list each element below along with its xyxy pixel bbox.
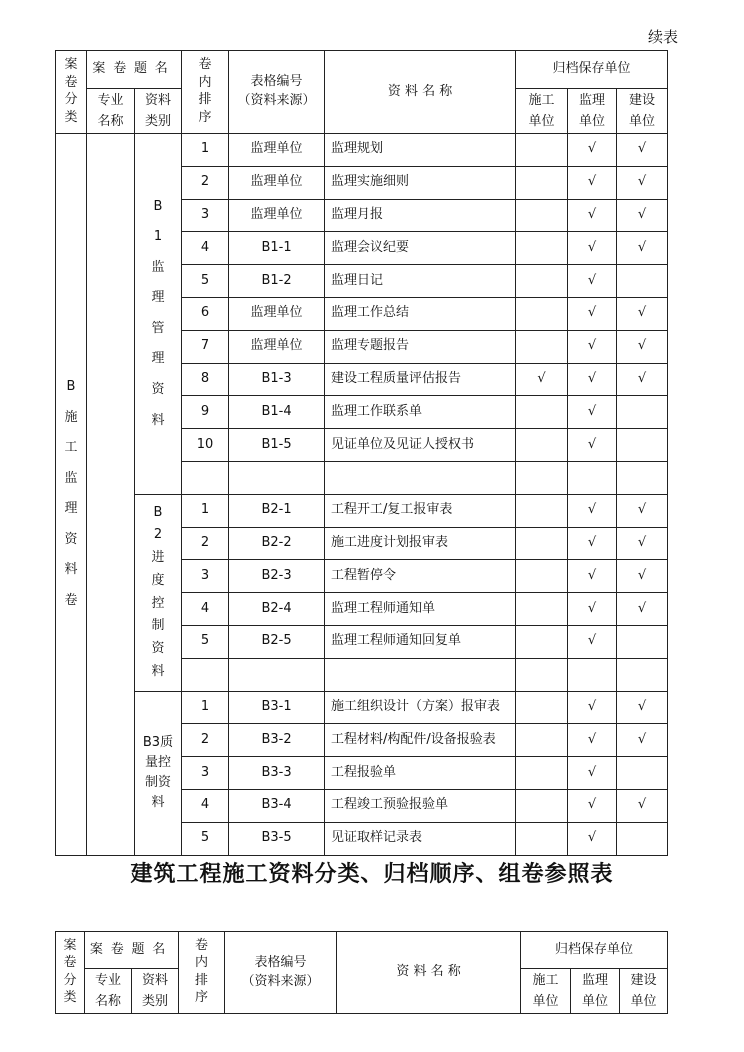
owner-unit-check: √ <box>617 691 668 724</box>
header-form-source: （资料来源） <box>237 93 316 108</box>
repeat-header-archive-units: 归档保存单位 <box>521 932 668 969</box>
order-cell: 1 <box>182 691 229 724</box>
repeat-header-form-number-label: 表格编号 <box>254 954 307 970</box>
owner-unit-check: √ <box>617 134 668 167</box>
order-cell: 5 <box>182 265 229 298</box>
form-code-cell: B2-2 <box>229 527 325 560</box>
supervision-unit-check: √ <box>568 166 617 199</box>
order-cell: 2 <box>182 724 229 757</box>
owner-unit-check <box>617 757 668 790</box>
specialty-cell <box>87 134 135 856</box>
owner-unit-check: √ <box>617 363 668 396</box>
page-title: 建筑工程施工资料分类、归档顺序、组卷参照表 <box>130 862 614 887</box>
header-table-repeat <box>55 931 668 1014</box>
construction-unit-check <box>516 134 568 167</box>
owner-unit-check: √ <box>617 789 668 822</box>
owner-unit-check: √ <box>617 297 668 330</box>
header-category: 案卷分类 <box>56 51 87 134</box>
owner-unit-check <box>617 265 668 298</box>
table-row <box>56 691 668 724</box>
material-name-cell <box>325 461 516 494</box>
supervision-unit-check: √ <box>568 494 617 527</box>
form-code-cell: B1-5 <box>229 429 325 462</box>
construction-unit-check <box>516 461 568 494</box>
table-row <box>56 134 668 167</box>
order-cell: 4 <box>182 789 229 822</box>
construction-unit-check: √ <box>516 363 568 396</box>
construction-unit-check <box>516 330 568 363</box>
form-code-cell: 监理单位 <box>229 297 325 330</box>
construction-unit-check <box>516 560 568 593</box>
header-material-category: 资料类别 <box>135 89 182 134</box>
header-archive-units: 归档保存单位 <box>516 51 668 89</box>
order-cell: 4 <box>182 593 229 626</box>
form-code-cell: B1-1 <box>229 232 325 265</box>
order-cell: 2 <box>182 166 229 199</box>
material-name-cell: 监理专题报告 <box>325 330 516 363</box>
supervision-unit-check: √ <box>568 134 617 167</box>
owner-unit-check <box>617 461 668 494</box>
header-specialty-name: 专业名称 <box>87 89 135 134</box>
construction-unit-check <box>516 199 568 232</box>
order-cell: 2 <box>182 527 229 560</box>
owner-unit-check: √ <box>617 593 668 626</box>
material-name-cell <box>325 658 516 691</box>
repeat-header-specialty-name: 专业名称 <box>85 969 132 1014</box>
order-cell: 9 <box>182 396 229 429</box>
construction-unit-check <box>516 265 568 298</box>
form-code-cell: B1-2 <box>229 265 325 298</box>
repeat-header-material-category: 资料类别 <box>132 969 179 1014</box>
owner-unit-check <box>617 429 668 462</box>
repeat-header-owner-unit: 建设单位 <box>620 969 668 1014</box>
construction-unit-check <box>516 297 568 330</box>
repeat-header-material-name: 资 料 名 称 <box>337 932 521 1014</box>
owner-unit-check: √ <box>617 527 668 560</box>
material-name-cell: 监理实施细则 <box>325 166 516 199</box>
construction-unit-check <box>516 691 568 724</box>
supervision-unit-check: √ <box>568 527 617 560</box>
header-construction-unit: 施工单位 <box>516 89 568 134</box>
header-order: 卷内排序 <box>182 51 229 134</box>
material-name-cell: 监理日记 <box>325 265 516 298</box>
order-cell: 4 <box>182 232 229 265</box>
material-name-cell: 施工组织设计（方案）报审表 <box>325 691 516 724</box>
order-cell: 5 <box>182 625 229 658</box>
construction-unit-check <box>516 625 568 658</box>
form-code-cell: B2-1 <box>229 494 325 527</box>
order-cell: 10 <box>182 429 229 462</box>
material-name-cell: 工程报验单 <box>325 757 516 790</box>
supervision-unit-check: √ <box>568 560 617 593</box>
owner-unit-check: √ <box>617 494 668 527</box>
material-name-cell: 建设工程质量评估报告 <box>325 363 516 396</box>
supervision-unit-check: √ <box>568 757 617 790</box>
form-code-cell <box>229 658 325 691</box>
form-code-cell: B3-1 <box>229 691 325 724</box>
construction-unit-check <box>516 429 568 462</box>
construction-unit-check <box>516 658 568 691</box>
construction-unit-check <box>516 789 568 822</box>
group-label-cell: B1监理管理资料 <box>135 134 182 495</box>
form-code-cell: B3-4 <box>229 789 325 822</box>
supervision-unit-check: √ <box>568 625 617 658</box>
order-cell: 8 <box>182 363 229 396</box>
order-cell: 3 <box>182 199 229 232</box>
supervision-unit-check: √ <box>568 330 617 363</box>
material-name-cell: 监理工程师通知单 <box>325 593 516 626</box>
material-name-cell: 施工进度计划报审表 <box>325 527 516 560</box>
construction-unit-check <box>516 593 568 626</box>
order-cell <box>182 658 229 691</box>
material-name-cell: 监理工作总结 <box>325 297 516 330</box>
supervision-unit-check: √ <box>568 297 617 330</box>
construction-unit-check <box>516 232 568 265</box>
material-name-cell: 监理月报 <box>325 199 516 232</box>
owner-unit-check <box>617 658 668 691</box>
form-code-cell: B2-5 <box>229 625 325 658</box>
repeat-header-volume-title: 案卷题名 <box>85 932 179 969</box>
order-cell: 5 <box>182 822 229 855</box>
repeat-header-form-source: （资料来源） <box>241 973 320 989</box>
material-name-cell: 监理规划 <box>325 134 516 167</box>
group-label-cell: B2进度控制资料 <box>135 494 182 691</box>
construction-unit-check <box>516 757 568 790</box>
repeat-header-form-number <box>225 932 337 1014</box>
construction-unit-check <box>516 396 568 429</box>
repeat-header-construction-unit: 施工单位 <box>521 969 571 1014</box>
supervision-unit-check: √ <box>568 363 617 396</box>
material-name-cell: 工程开工/复工报审表 <box>325 494 516 527</box>
supervision-unit-check: √ <box>568 265 617 298</box>
form-code-cell: 监理单位 <box>229 166 325 199</box>
form-code-cell: B1-4 <box>229 396 325 429</box>
order-cell: 7 <box>182 330 229 363</box>
order-cell: 1 <box>182 494 229 527</box>
supervision-unit-check: √ <box>568 724 617 757</box>
owner-unit-check: √ <box>617 232 668 265</box>
repeat-header-category: 案卷分类 <box>56 932 85 1014</box>
table-row <box>56 494 668 527</box>
category-cell: B施工监理资料卷 <box>56 134 87 856</box>
owner-unit-check: √ <box>617 199 668 232</box>
form-code-cell: 监理单位 <box>229 330 325 363</box>
form-code-cell: B3-3 <box>229 757 325 790</box>
owner-unit-check: √ <box>617 724 668 757</box>
supervision-unit-check: √ <box>568 396 617 429</box>
construction-unit-check <box>516 822 568 855</box>
material-name-cell: 见证单位及见证人授权书 <box>325 429 516 462</box>
owner-unit-check <box>617 396 668 429</box>
header-volume-title: 案卷题名 <box>87 51 182 89</box>
header-supervision-unit: 监理单位 <box>568 89 617 134</box>
supervision-unit-check <box>568 461 617 494</box>
owner-unit-check <box>617 822 668 855</box>
construction-unit-check <box>516 724 568 757</box>
material-name-cell: 工程暂停令 <box>325 560 516 593</box>
form-code-cell: 监理单位 <box>229 199 325 232</box>
material-name-cell: 监理会议纪要 <box>325 232 516 265</box>
header-form-number <box>229 51 325 134</box>
supervision-unit-check: √ <box>568 691 617 724</box>
header-form-number-label: 表格编号 <box>250 74 303 90</box>
form-code-cell: B2-3 <box>229 560 325 593</box>
material-name-cell: 见证取样记录表 <box>325 822 516 855</box>
construction-unit-check <box>516 527 568 560</box>
form-code-cell: B1-3 <box>229 363 325 396</box>
form-code-cell: B3-5 <box>229 822 325 855</box>
order-cell <box>182 461 229 494</box>
supervision-unit-check: √ <box>568 232 617 265</box>
material-name-cell: 监理工程师通知回复单 <box>325 625 516 658</box>
form-code-cell: B2-4 <box>229 593 325 626</box>
supervision-unit-check: √ <box>568 822 617 855</box>
continued-label: 续表 <box>648 28 679 46</box>
order-cell: 6 <box>182 297 229 330</box>
supervision-unit-check: √ <box>568 789 617 822</box>
owner-unit-check: √ <box>617 330 668 363</box>
form-code-cell <box>229 461 325 494</box>
owner-unit-check: √ <box>617 166 668 199</box>
supervision-unit-check: √ <box>568 429 617 462</box>
supervision-unit-check: √ <box>568 593 617 626</box>
supervision-unit-check: √ <box>568 199 617 232</box>
construction-unit-check <box>516 494 568 527</box>
material-name-cell: 工程材料/构配件/设备报验表 <box>325 724 516 757</box>
order-cell: 3 <box>182 560 229 593</box>
repeat-header-order: 卷内排序 <box>179 932 225 1014</box>
header-material-name: 资 料 名 称 <box>325 51 516 134</box>
order-cell: 3 <box>182 757 229 790</box>
form-code-cell: B3-2 <box>229 724 325 757</box>
header-owner-unit: 建设单位 <box>617 89 668 134</box>
owner-unit-check: √ <box>617 560 668 593</box>
material-name-cell: 监理工作联系单 <box>325 396 516 429</box>
archive-table <box>55 50 668 856</box>
material-name-cell: 工程竣工预验报验单 <box>325 789 516 822</box>
form-code-cell: 监理单位 <box>229 134 325 167</box>
group-label-cell: B3质量控制资料 <box>135 691 182 855</box>
owner-unit-check <box>617 625 668 658</box>
construction-unit-check <box>516 166 568 199</box>
repeat-header-supervision-unit: 监理单位 <box>571 969 620 1014</box>
order-cell: 1 <box>182 134 229 167</box>
supervision-unit-check <box>568 658 617 691</box>
